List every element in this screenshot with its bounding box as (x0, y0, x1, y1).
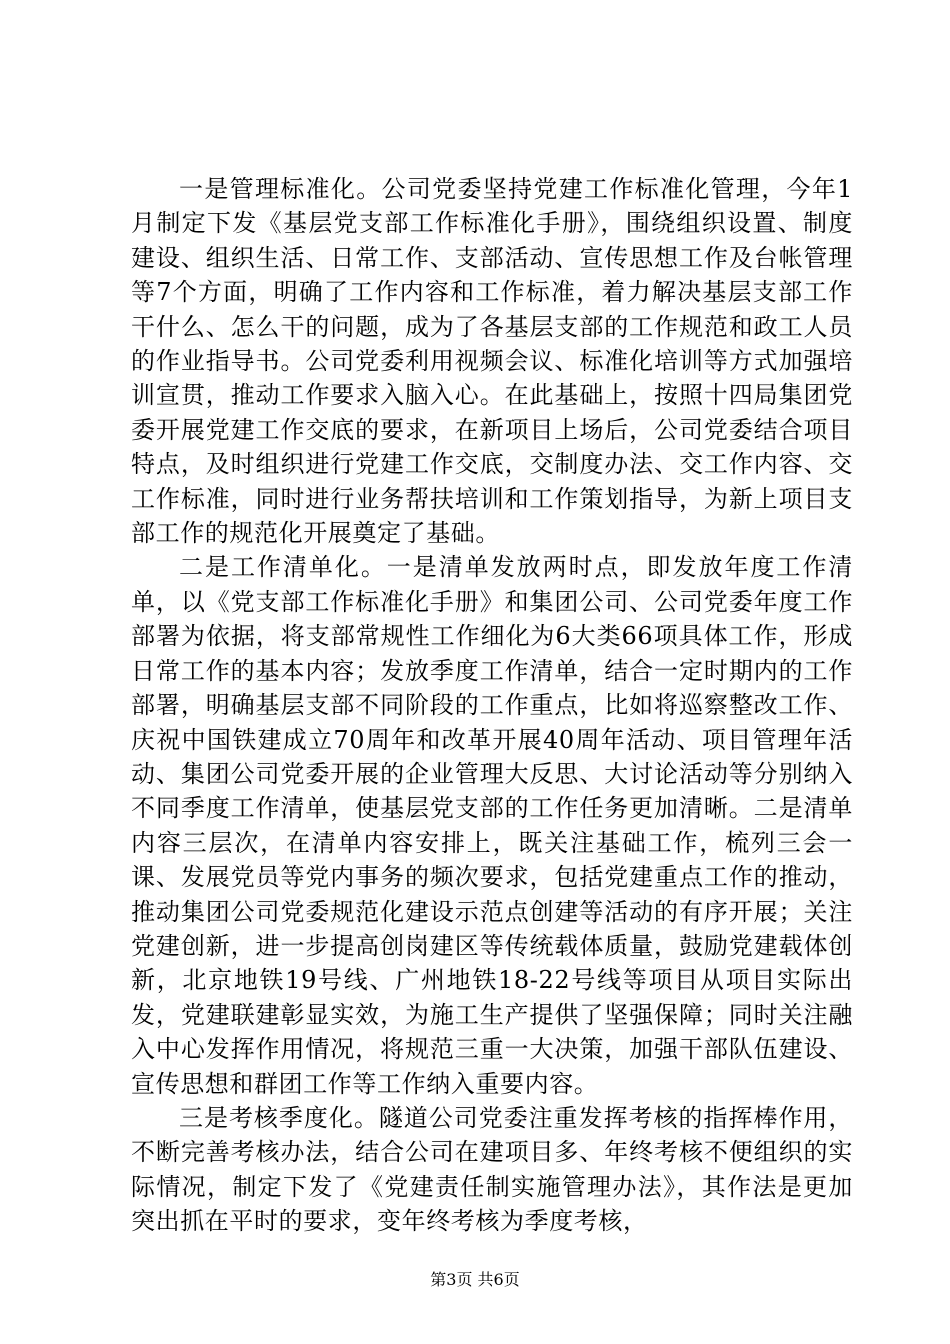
page-footer (0, 1270, 950, 1290)
paragraph-quarterly-assessment: 三是考核季度化。隧道公司党委注重发挥考核的指挥棒作用，不断完善考核办法，结合公司在建项目多、年终考核不便组织的实际情况，制定下发了《党建责任制实施管理办法》，其作法是更加突出抓在平时的要求，变年终考核为季度考核， (131, 1103, 853, 1236)
document-body (131, 172, 853, 1239)
page-number: 第3页 共6页 (430, 1270, 520, 1289)
paragraph-work-checklist: 二是工作清单化。一是清单发放两时点，即发放年度工作清单，以《党支部工作标准化手册》和集团公司、公司党委年度工作部署为依据，将支部常规性工作细化为6大类66项具体工作，形成日常工作的基本内容；发放季度工作清单，结合一定时期内的工作部署，明确基层支部不同阶段的工作重点，比如将巡察整改工作、庆祝中国铁建成立70周年和改革开展40周年活动、项目管理年活动、集团公司党委开展的企业管理大反思、大讨论活动等分别纳入不同季度工作清单，使基层党支部的工作任务更加清晰。二是清单内容三层次，在清单内容安排上，既关注基础工作，梳列三会一课、发展党员等党内事务的频次要求，包括党建重点工作的推动，推动集团公司党委规范化建设示范点创建等活动的有序开展；关注党建创新，进一步提高创岗建区等传统载体质量，鼓励党建载体创新，北京地铁19号线、广州地铁18-22号线等项目从项目实际出发，党建联建彰显实效，为施工生产提供了坚强保障；同时关注融入中心发挥作用情况，将规范三重一大决策，加强干部队伍建设、宣传思想和群团工作等工作纳入重要内容。 (131, 553, 853, 1098)
paragraph-management-standardization: 一是管理标准化。公司党委坚持党建工作标准化管理，今年1月制定下发《基层党支部工作标准化手册》，围绕组织设置、制度建设、组织生活、日常工作、支部活动、宣传思想工作及台帐管理等7个方面，明确了工作内容和工作标准，着力解决基层支部工作干什么、怎么干的问题，成为了各基层支部的工作规范和政工人员的作业指导书。公司党委利用视频会议、标准化培训等方式加强培训宣贯，推动工作要求入脑入心。在此基础上，按照十四局集团党委开展党建工作交底的要求，在新项目上场后，公司党委结合项目特点，及时组织进行党建工作交底，交制度办法、交工作内容、交工作标准，同时进行业务帮扶培训和工作策划指导，为新上项目支部工作的规范化开展奠定了基础。 (131, 175, 853, 548)
